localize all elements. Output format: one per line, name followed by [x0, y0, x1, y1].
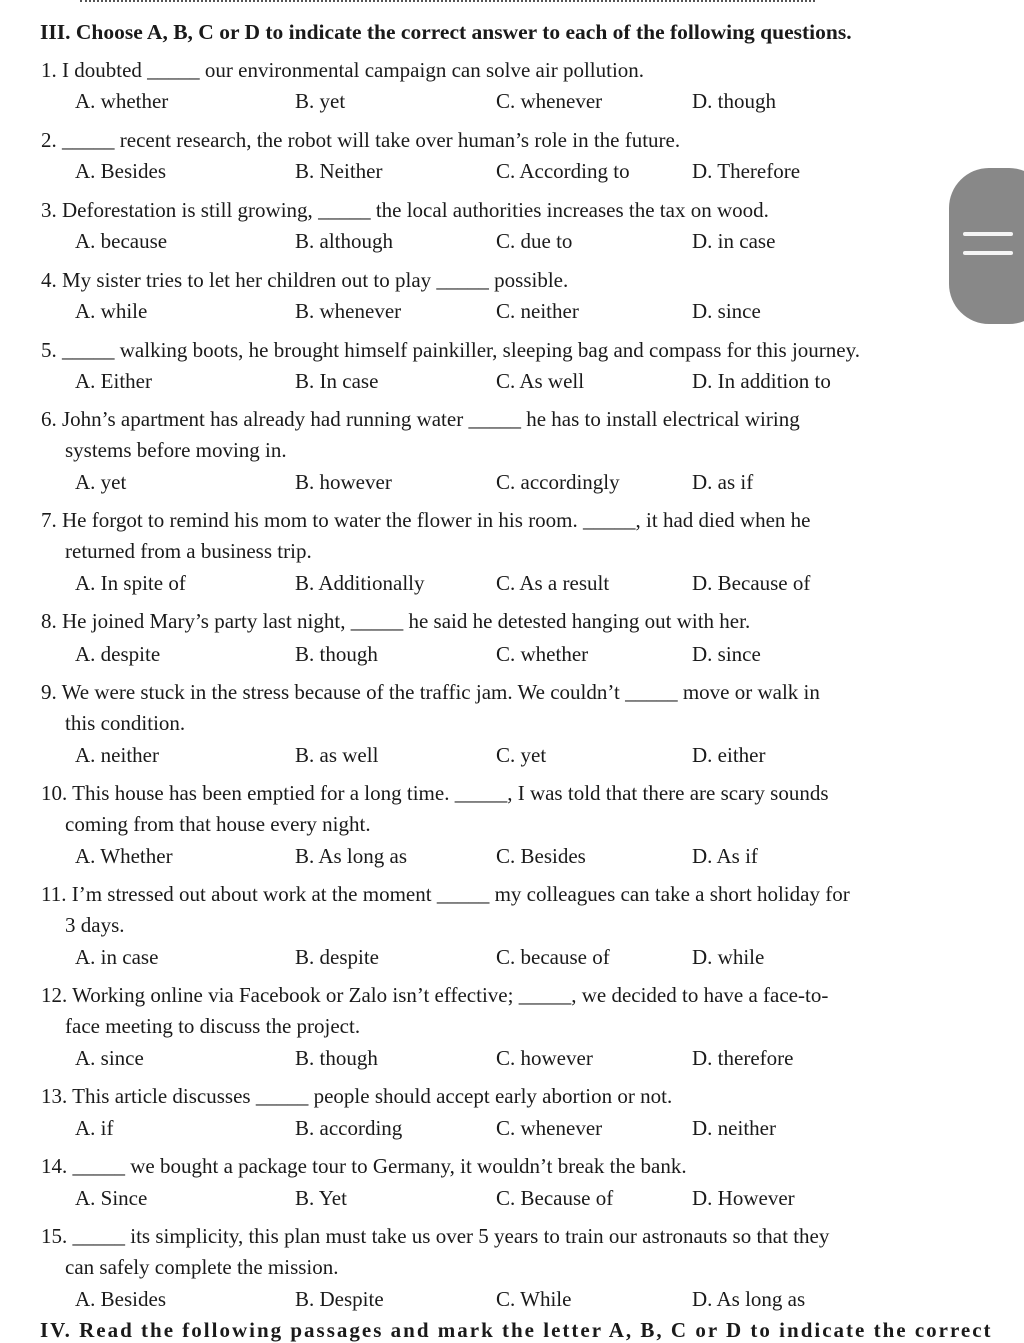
- question-text-before-blank: We were stuck in the stress because of the traffic jam. We couldn’t: [61, 680, 626, 704]
- question-stem: [41, 265, 926, 296]
- option-d: D. As long as: [692, 1287, 806, 1311]
- option-d: D. though: [692, 89, 776, 113]
- option-c: C. whether: [496, 642, 589, 666]
- option-d: D. As if: [692, 844, 758, 868]
- question-stem: [41, 195, 926, 226]
- option-c: C. yet: [496, 743, 547, 767]
- option-b: B. whenever: [295, 299, 402, 323]
- question-continuation: systems before moving in.: [65, 438, 287, 462]
- drag-handle-icon: [963, 232, 1013, 236]
- option-c: C. As a result: [496, 571, 610, 595]
- question-number: 15.: [41, 1224, 68, 1248]
- option-b: B. As long as: [295, 844, 408, 868]
- option-c: C. due to: [496, 229, 573, 253]
- option-b: B. Additionally: [295, 571, 425, 595]
- question-number: 11.: [41, 882, 67, 906]
- question-continuation: returned from a business trip.: [65, 539, 312, 563]
- option-b: B. Neither: [295, 159, 383, 183]
- option-c: C. whenever: [496, 1116, 603, 1140]
- option-a: A. despite: [75, 642, 161, 666]
- option-c: C. Because of: [496, 1186, 614, 1210]
- question-text-after-blank: he said he detested hanging out with her.: [403, 609, 751, 633]
- option-b: B. though: [295, 642, 378, 666]
- question-number: 2.: [41, 128, 57, 152]
- question-1: [41, 55, 926, 86]
- answer-options: [75, 743, 935, 774]
- answer-blank: _____: [583, 508, 636, 532]
- answer-options: [75, 945, 935, 976]
- answer-blank: _____: [62, 338, 115, 362]
- answer-blank: _____: [350, 609, 404, 633]
- question-stem: [41, 606, 926, 637]
- question-stem: [41, 1151, 926, 1182]
- question-text-after-blank: possible.: [488, 268, 569, 292]
- option-c: C. because of: [496, 945, 610, 969]
- answer-options: [75, 299, 935, 330]
- question-number: 4.: [41, 268, 57, 292]
- question-text-after-blank: our environmental campaign can solve air pollution.: [199, 58, 645, 82]
- answer-options: [75, 1287, 935, 1318]
- question-text-after-blank: my colleagues can take a short holiday for: [489, 882, 850, 906]
- option-c: C. As well: [496, 369, 585, 393]
- option-d: D. since: [692, 299, 761, 323]
- question-stem: [41, 55, 926, 86]
- answer-blank: _____: [147, 58, 200, 82]
- question-stem: [41, 879, 926, 910]
- question-stem: [41, 1221, 926, 1252]
- answer-blank: _____: [436, 268, 489, 292]
- option-b: B. despite: [295, 945, 379, 969]
- answer-options: [75, 470, 935, 501]
- question-5: [41, 335, 926, 366]
- question-text-after-blank: move or walk in: [677, 680, 820, 704]
- option-d: D. Therefore: [692, 159, 801, 183]
- question-number: 6.: [41, 407, 57, 431]
- answer-options: [75, 571, 935, 602]
- question-14: [41, 1151, 926, 1182]
- drag-handle[interactable]: [949, 168, 1024, 324]
- question-11: [41, 879, 926, 941]
- answer-blank: _____: [468, 407, 521, 431]
- option-d: D. In addition to: [692, 369, 831, 393]
- option-d: D. in case: [692, 229, 776, 253]
- option-c: C. whenever: [496, 89, 603, 113]
- option-b: B. as well: [295, 743, 379, 767]
- question-text-after-blank: , I was told that there are scary sounds: [507, 781, 829, 805]
- option-c: C. neither: [496, 299, 579, 323]
- drag-handle-icon-line: [963, 251, 1013, 255]
- question-number: 8.: [41, 609, 57, 633]
- question-13: [41, 1081, 926, 1112]
- option-d: D. therefore: [692, 1046, 794, 1070]
- section-heading: III. Choose A, B, C or D to indicate the correct answer to each of the following questions.: [40, 20, 852, 44]
- option-b: B. although: [295, 229, 393, 253]
- question-15: [41, 1221, 926, 1283]
- option-a: A. Whether: [75, 844, 173, 868]
- question-text-before-blank: My sister tries to let her children out to play: [62, 268, 437, 292]
- question-text-before-blank: I’m stressed out about work at the moment: [71, 882, 437, 906]
- question-stem: [41, 125, 926, 156]
- question-stem: [41, 980, 926, 1011]
- question-stem: [41, 1081, 926, 1112]
- question-text-before-blank: This house has been emptied for a long time.: [72, 781, 455, 805]
- answer-blank: _____: [72, 1154, 125, 1178]
- answer-blank: _____: [625, 680, 678, 704]
- question-stem: [41, 778, 926, 809]
- question-text-after-blank: recent research, the robot will take over human’s role in the future.: [114, 128, 681, 152]
- answer-blank: _____: [454, 781, 508, 805]
- question-4: [41, 265, 926, 296]
- option-a: A. while: [75, 299, 148, 323]
- question-number: 14.: [41, 1154, 68, 1178]
- question-text-before-blank: John’s apartment has already had running water: [62, 407, 469, 431]
- option-b: B. Despite: [295, 1287, 384, 1311]
- option-d: D. while: [692, 945, 765, 969]
- option-a: A. if: [75, 1116, 114, 1140]
- question-7: [41, 505, 926, 567]
- question-stem: [41, 335, 926, 366]
- question-text-after-blank: , we decided to have a face-to-: [571, 983, 829, 1007]
- option-a: A. whether: [75, 89, 169, 113]
- question-text-after-blank: the local authorities increases the tax on wood.: [370, 198, 769, 222]
- question-number: 10.: [41, 781, 68, 805]
- answer-blank: _____: [318, 198, 371, 222]
- question-stem: [41, 404, 926, 435]
- question-text-after-blank: walking boots, he brought himself painkiller, sleeping bag and compass for this journey.: [114, 338, 860, 362]
- question-6: [41, 404, 926, 466]
- question-text-before-blank: This article discusses: [72, 1084, 256, 1108]
- question-text-before-blank: He joined Mary’s party last night,: [62, 609, 351, 633]
- answer-options: [75, 844, 935, 875]
- question-continuation: coming from that house every night.: [65, 812, 371, 836]
- answer-options: [75, 642, 935, 673]
- option-b: B. though: [295, 1046, 378, 1070]
- answer-options: [75, 1186, 935, 1217]
- answer-blank: _____: [72, 1224, 125, 1248]
- option-a: A. since: [75, 1046, 144, 1070]
- question-number: 1.: [41, 58, 57, 82]
- question-continuation: can safely complete the mission.: [65, 1255, 339, 1279]
- option-a: A. because: [75, 229, 168, 253]
- option-c: C. Besides: [496, 844, 586, 868]
- question-9: [41, 677, 926, 739]
- question-number: 7.: [41, 508, 57, 532]
- option-b: B. yet: [295, 89, 346, 113]
- answer-blank: _____: [518, 983, 572, 1007]
- question-2: [41, 125, 926, 156]
- option-d: D. since: [692, 642, 761, 666]
- question-number: 3.: [41, 198, 57, 222]
- answer-blank: _____: [436, 882, 490, 906]
- option-a: A. neither: [75, 743, 159, 767]
- option-d: D. neither: [692, 1116, 776, 1140]
- answer-blank: _____: [255, 1084, 309, 1108]
- question-text-before-blank: Deforestation is still growing,: [62, 198, 319, 222]
- answer-options: [75, 89, 935, 120]
- option-a: A. in case: [75, 945, 159, 969]
- question-continuation: face meeting to discuss the project.: [65, 1014, 361, 1038]
- question-continuation: this condition.: [65, 711, 186, 735]
- question-text-before-blank: He forgot to remind his mom to water the flower in his room.: [62, 508, 584, 532]
- question-text-after-blank: its simplicity, this plan must take us over 5 years to train our astronauts so that they: [125, 1224, 830, 1248]
- option-b: B. In case: [295, 369, 379, 393]
- option-d: D. However: [692, 1186, 795, 1210]
- option-a: A. Besides: [75, 1287, 166, 1311]
- dotted-rule: [80, 0, 815, 10]
- answer-blank: _____: [62, 128, 115, 152]
- question-8: [41, 606, 926, 637]
- option-d: D. as if: [692, 470, 754, 494]
- question-stem: [41, 677, 926, 708]
- question-10: [41, 778, 926, 840]
- answer-options: [75, 1116, 935, 1147]
- option-a: A. Either: [75, 369, 152, 393]
- answer-options: [75, 159, 935, 190]
- question-text-after-blank: he has to install electrical wiring: [520, 407, 800, 431]
- question-12: [41, 980, 926, 1042]
- answer-options: [75, 369, 935, 400]
- option-c: C. however: [496, 1046, 593, 1070]
- question-text-after-blank: people should accept early abortion or not.: [308, 1084, 673, 1108]
- option-b: B. according: [295, 1116, 403, 1140]
- question-text-after-blank: , it had died when he: [635, 508, 811, 532]
- question-continuation: 3 days.: [65, 913, 125, 937]
- question-stem: [41, 505, 926, 536]
- question-text-before-blank: I doubted: [62, 58, 148, 82]
- answer-options: [75, 1046, 935, 1077]
- question-number: 5.: [41, 338, 57, 362]
- option-d: D. either: [692, 743, 766, 767]
- question-number: 12.: [41, 983, 68, 1007]
- question-3: [41, 195, 926, 226]
- question-number: 13.: [41, 1084, 68, 1108]
- question-text-before-blank: Working online via Facebook or Zalo isn’t effective;: [72, 983, 519, 1007]
- option-a: A. Since: [75, 1186, 148, 1210]
- option-c: C. While: [496, 1287, 572, 1311]
- option-a: A. Besides: [75, 159, 166, 183]
- next-section-heading: IV. Read the following passages and mark the letter A, B, C or D to indicate the correct: [40, 1318, 993, 1342]
- option-c: C. accordingly: [496, 470, 620, 494]
- option-b: B. however: [295, 470, 392, 494]
- option-d: D. Because of: [692, 571, 811, 595]
- question-number: 9.: [41, 680, 57, 704]
- option-a: A. yet: [75, 470, 127, 494]
- option-c: C. According to: [496, 159, 630, 183]
- answer-options: [75, 229, 935, 260]
- question-text-after-blank: we bought a package tour to Germany, it wouldn’t break the bank.: [125, 1154, 687, 1178]
- option-a: A. In spite of: [75, 571, 186, 595]
- option-b: B. Yet: [295, 1186, 347, 1210]
